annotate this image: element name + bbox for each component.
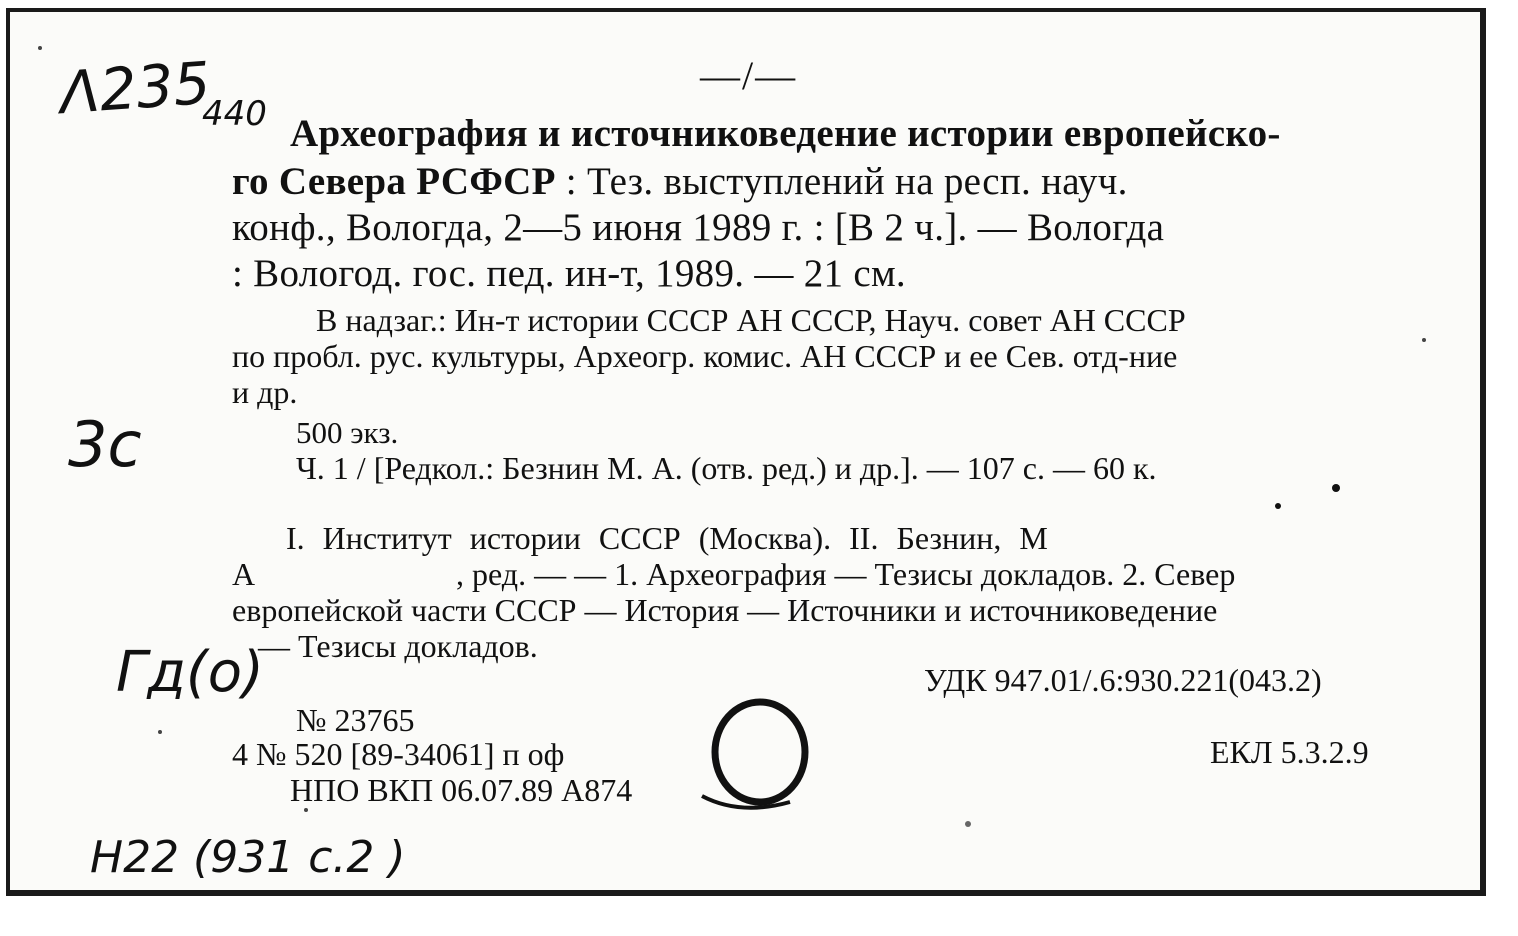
- copies: 500 экз.: [296, 415, 399, 450]
- npo-line: НПО ВКП 06.07.89 А874: [290, 772, 633, 808]
- title-bold-2: го Севера РСФСР: [232, 160, 556, 203]
- subjects-line-4: — Тезисы докладов.: [258, 628, 538, 664]
- handwritten-shelfmark-sub: 440: [202, 94, 267, 134]
- note-line-2: по пробл. рус. культуры, Археогр. комис. АН СССР и ее Сев. отд-ние: [232, 338, 1178, 374]
- ekl: ЕКЛ 5.3.2.9: [1210, 734, 1369, 770]
- ink-speck: [1332, 484, 1340, 492]
- handwritten-mark-gd: Гд(о): [116, 640, 264, 705]
- ink-circle-stamp: [715, 702, 805, 802]
- note-line-1: В надзаг.: Ин-т истории СССР АН СССР, Науч. совет АН СССР: [316, 302, 1186, 338]
- handwritten-mark-bottom: Н22 (931 с.2 ): [90, 832, 406, 883]
- ink-speck: [965, 821, 971, 827]
- part-line: Ч. 1 / [Редкол.: Безнин М. А. (отв. ред.) и др.]. — 107 с. — 60 к.: [296, 450, 1157, 486]
- card-graphics: [10, 12, 1480, 890]
- ink-speck: [1422, 338, 1426, 342]
- handwritten-shelfmark: Λ235: [57, 48, 213, 128]
- ink-speck: [158, 730, 162, 734]
- ink-speck: [304, 808, 308, 812]
- note-line-3: и др.: [232, 374, 298, 410]
- print-line: 4 № 520 [89-34061] п оф: [232, 736, 565, 772]
- title-bold-1: Археография и источниковедение истории европейско-: [290, 112, 1281, 155]
- title-rest-2: : Тез. выступлений на респ. науч.: [555, 160, 1128, 203]
- title-line-4: : Вологод. гос. пед. ин-т, 1989. — 21 см.: [232, 252, 906, 295]
- record-number: № 23765: [296, 702, 415, 738]
- subjects-line-3: европейской части СССР — История — Источники и источниковедение: [232, 592, 1218, 628]
- catalog-card: [6, 8, 1486, 896]
- handwritten-mark-3c: 3c: [68, 408, 142, 481]
- page-number: —/—: [700, 53, 798, 98]
- subjects-line-2b: , ред. — — 1. Археография — Тезисы докладов. 2. Север: [456, 556, 1236, 592]
- udc: УДК 947.01/.6:930.221(043.2): [924, 662, 1322, 698]
- subjects-line-1: I. Институт истории СССР (Москва). II. Безнин, М: [286, 520, 1048, 556]
- title-line-3: конф., Вологда, 2—5 июня 1989 г. : [В 2 ч.]. — Вологда: [232, 206, 1165, 249]
- ink-speck: [1275, 503, 1281, 509]
- ink-speck: [38, 46, 42, 50]
- subjects-line-2a: А: [232, 556, 256, 592]
